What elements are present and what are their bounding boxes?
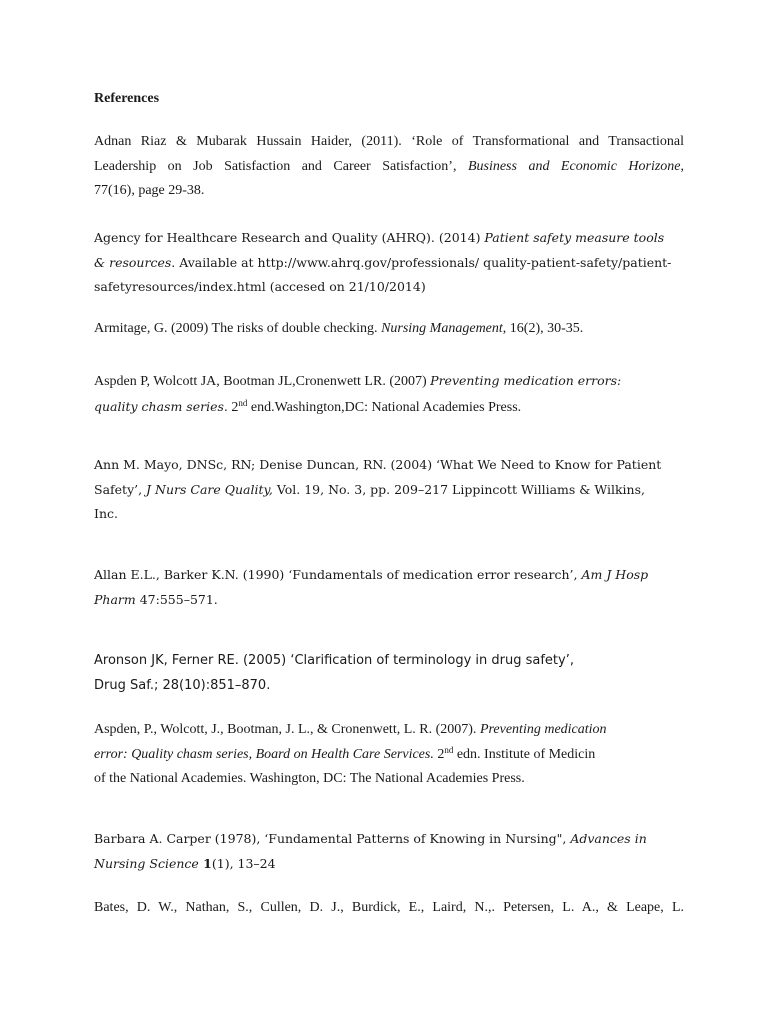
reference-line: safetyresources/index.html (accesed on 21/10/2014) [94,279,426,294]
reference-line: Inc. [94,506,118,521]
reference-line: Allan E.L., Barker K.N. (1990) ‘Fundamentals of medication error research’, Am J Hosp [94,567,649,582]
journal-title: Business and Economic Horizone [467,158,681,174]
reference-line: Nursing Science 1(1), 13–24 [94,855,276,871]
journal-title: Nursing Science [94,855,199,871]
reference-line: Armitage, G. (2009) The risks of double checking. Nursing Management, 16(2), 30-35. [94,321,584,336]
reference-line: Pharm 47:555–571. [94,591,218,607]
journal-title: Nursing Management [381,321,503,336]
publication-title: & resources [94,254,172,270]
book-title: quality chasm series. [94,398,228,414]
reference-line: Leadership on Job Satisfaction and Career Satisfaction’, Business and Economic Horizone, [94,158,685,174]
book-title: Preventing medication errors: [430,373,622,388]
reference-entry [94,827,684,876]
journal-title: Pharm [94,591,136,607]
reference-line: Aspden P, Wolcott JA, Bootman JL,Cronenwett LR. (2007) Preventing medication errors: [94,373,622,389]
reference-line: & resources. Available at http://www.ahrq.gov/professionals/ quality-patient-safety/patient- [94,254,672,270]
references-heading: References [94,91,160,106]
reference-line: Aronson JK, Ferner RE. (2005) ‘Clarification of terminology in drug safety’, [94,653,574,668]
reference-line: quality chasm series. 2nd end.Washington,DC: National Academies Press. [94,397,522,415]
reference-line: Safety’, J Nurs Care Quality, Vol. 19, No. 3, pp. 209–217 Lippincott Williams & Wilkins, [94,481,645,497]
reference-line: Ann M. Mayo, DNSc, RN; Denise Duncan, RN. (2004) ‘What We Need to Know for Patient [94,457,662,472]
reference-entry [94,226,684,300]
journal-title: Advances in [570,831,647,846]
book-title: error: Quality chasm series, Board on Health Care Services. [94,746,434,762]
reference-line: Agency for Healthcare Research and Quality (AHRQ). (2014) Patient safety measure tools [94,230,665,245]
book-title: Preventing medication [479,722,607,737]
reference-entry [94,648,694,698]
journal-title: Am J Hosp [581,567,649,582]
reference-line: of the National Academies. Washington, DC: The National Academies Press. [94,771,525,786]
journal-title: J Nurs Care Quality, [146,481,273,497]
reference-entry [94,130,684,204]
reference-line: 77(16), page 29-38. [94,183,205,198]
reference-entry [94,718,684,792]
reference-line: Aspden, P., Wolcott, J., Bootman, J. L., & Cronenwett, L. R. (2007). Preventing medication [94,722,607,737]
reference-line: Barbara A. Carper (1978), ‘Fundamental Patterns of Knowing in Nursing", Advances in [94,831,647,846]
reference-entry [94,563,684,612]
reference-entry [94,896,684,921]
reference-entry [94,453,684,527]
reference-entry [94,369,684,420]
reference-line: Drug Saf.; 28(10):851–870. [94,678,271,693]
reference-line: error: Quality chasm series, Board on Health Care Services. 2nd edn. Institute of Medicin [94,744,596,762]
publication-title: Patient safety measure tools [484,230,665,245]
reference-entry [94,317,684,342]
reference-line: Bates, D. W., Nathan, S., Cullen, D. J., Burdick, E., Laird, N.,. Petersen, L. A., & Leape, L. [94,900,684,915]
reference-line: Adnan Riaz & Mubarak Hussain Haider, (2011). ‘Role of Transformational and Transactional [94,134,684,149]
